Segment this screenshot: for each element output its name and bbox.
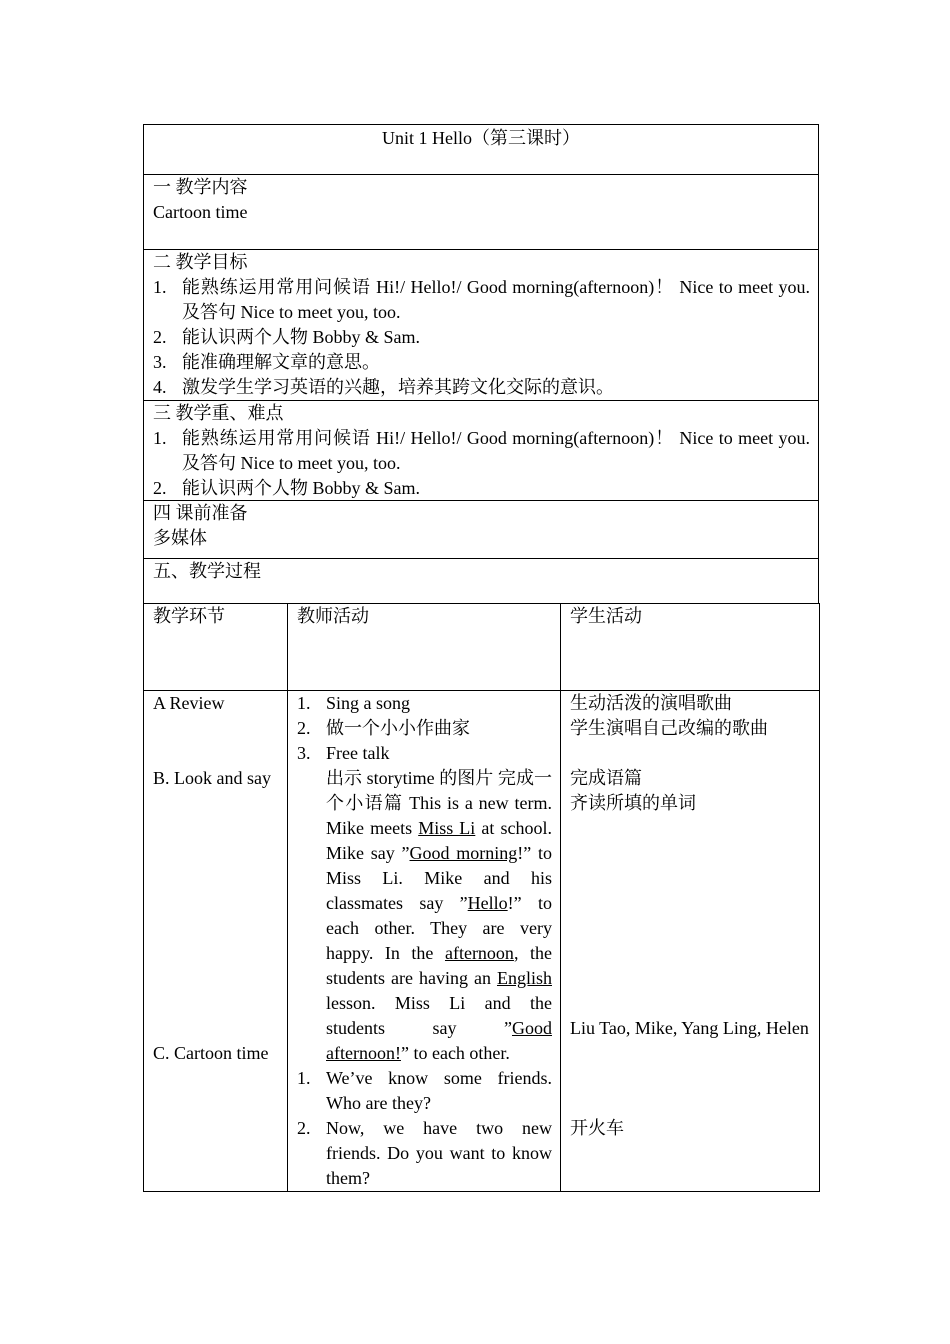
- section-keypoints: [143, 400, 819, 500]
- list-item: 1. 能熟练运用常用问候语 Hi!/ Hello!/ Good morning(afternoon)！ Nice to meet you.及答句 Nice to meet you, too.: [153, 277, 810, 322]
- student-activity: 学生演唱自己改编的歌曲: [570, 718, 768, 738]
- section-heading: 三 教学重、难点: [153, 403, 284, 423]
- section-content: [143, 174, 819, 249]
- stage-label: C. Cartoon time: [153, 1043, 269, 1063]
- section-preparation: [143, 500, 819, 558]
- stage-label: A Review: [153, 693, 225, 713]
- story-paragraph: 出示 storytime 的图片 完成一个小语篇 This is a new term. Mike meets Miss Li at school. Mike say ”Good morning!” to Miss Li. Mike and his classmates say ”Hello!” to each other. They are very happy. In the afternoon, the students are having an English lesson. Miss Li and the students say ”Good afternoon!” to each other.: [326, 768, 553, 1063]
- stage-label: B. Look and say: [153, 768, 271, 788]
- list-item: 1. We’ve know some friends. Who are they?: [297, 1068, 552, 1113]
- list-item: 2. Now, we have two new friends. Do you want to know them?: [297, 1118, 552, 1188]
- list-item: 1. Sing a song: [297, 693, 411, 713]
- student-activity: 齐读所填的单词: [570, 793, 696, 813]
- section-text: Cartoon time: [153, 202, 248, 222]
- list-item: 2. 能认识两个人物 Bobby & Sam.: [153, 478, 421, 498]
- list-item: 2. 做一个小小作曲家: [297, 718, 470, 738]
- section-objectives: [143, 249, 819, 400]
- section-process: [143, 558, 819, 603]
- column-header: 教学环节: [144, 604, 288, 691]
- student-activity: 开火车: [570, 1118, 624, 1138]
- student-activity: 生动活泼的演唱歌曲: [570, 693, 732, 713]
- column-header: 教师活动: [288, 604, 561, 691]
- lesson-plan: [143, 124, 819, 1192]
- list-item: 4. 激发学生学习英语的兴趣，培养其跨文化交际的意识。: [153, 377, 614, 397]
- list-item: 2. 能认识两个人物 Bobby & Sam.: [153, 327, 421, 347]
- section-heading: 二 教学目标: [153, 252, 248, 272]
- section-heading: 四 课前准备: [153, 503, 248, 523]
- list-item: 3. 能准确理解文章的意思。: [153, 352, 380, 372]
- list-item: 3. Free talk: [297, 743, 390, 763]
- table-row: [144, 691, 820, 1192]
- stage-cell: [144, 691, 288, 1192]
- column-header: 学生活动: [561, 604, 820, 691]
- table-header-row: [144, 604, 820, 691]
- document-title: Unit 1 Hello（第三课时）: [143, 124, 819, 174]
- list-item: 1. 能熟练运用常用问候语 Hi!/ Hello!/ Good morning(afternoon)！ Nice to meet you.及答句 Nice to meet you, too.: [153, 428, 810, 473]
- process-table: [143, 603, 820, 1192]
- teacher-activity-cell: [288, 691, 561, 1192]
- section-text: 多媒体: [153, 528, 207, 548]
- student-activity: Liu Tao, Mike, Yang Ling, Helen: [570, 1018, 809, 1038]
- section-heading: 五、教学过程: [153, 561, 261, 581]
- student-activity: 完成语篇: [570, 768, 642, 788]
- student-activity-cell: [561, 691, 820, 1192]
- section-heading: 一 教学内容: [153, 177, 248, 197]
